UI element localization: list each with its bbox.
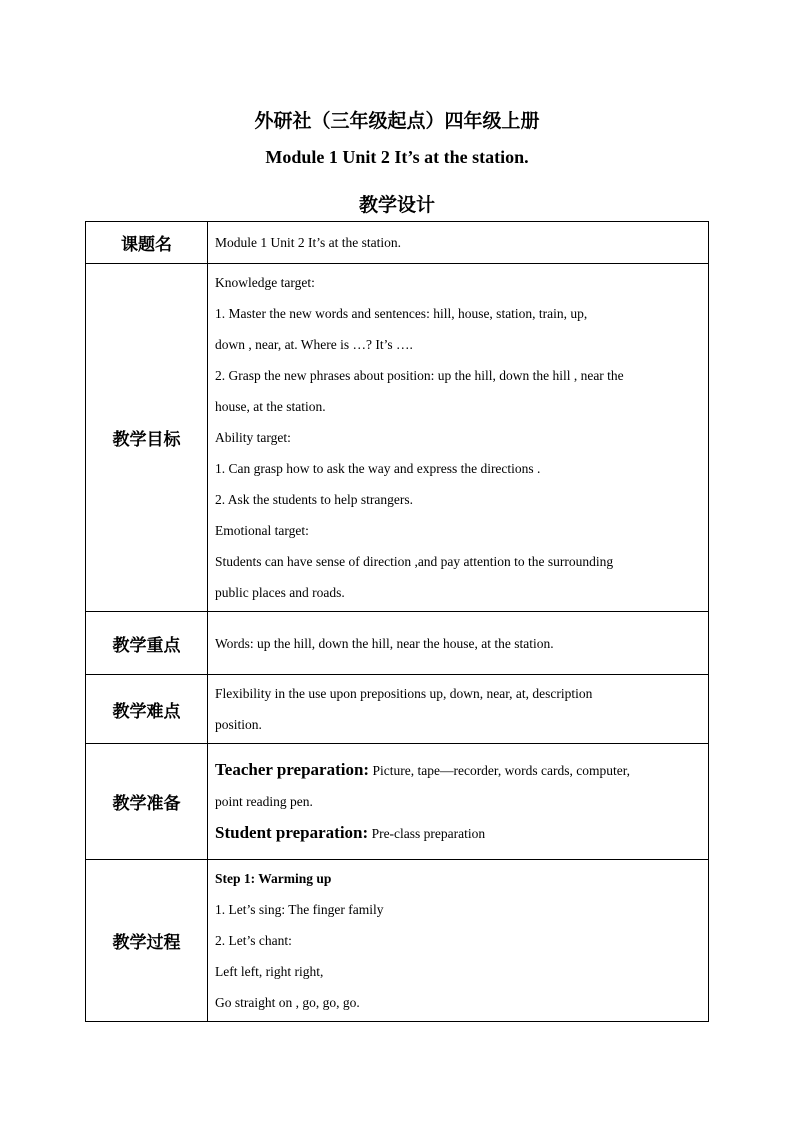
topic-label: 课题名 [86,222,208,264]
objectives-line: 1. Master the new words and sentences: hill, house, station, train, up, [215,306,588,321]
row-topic [86,222,709,264]
lesson-plan-table [85,221,709,1022]
teacher-preparation [215,754,700,786]
key-points-label: 教学重点 [86,612,208,675]
objectives-line: house, at the station. [215,399,326,414]
objectives-content [208,264,709,612]
preparation-content [208,744,709,860]
process-label: 教学过程 [86,860,208,1022]
process-line: Left left, right right, [215,964,324,979]
topic-value [208,222,709,264]
objectives-line: down , near, at. Where is …? It’s …. [215,337,413,352]
step-title: Step 1: Warming up [215,871,332,886]
process-content [208,860,709,1022]
student-preparation-text: Pre-class preparation [368,826,486,841]
module-title: Module 1 Unit 2 It’s at the station. [265,147,529,167]
objectives-line: Knowledge target: [215,275,315,290]
objectives-line: public places and roads. [215,585,345,600]
process-line: 1. Let’s sing: The finger family [215,902,384,917]
teacher-preparation-cont: point reading pen. [215,794,313,809]
row-process [86,860,709,1022]
process-line: Go straight on , go, go, go. [215,995,360,1010]
difficulties-content [208,675,709,744]
objectives-line: Emotional target: [215,523,309,538]
student-preparation-label: Student preparation: [215,823,369,842]
row-key-points [86,612,709,675]
key-points-content [208,612,709,675]
objectives-line: 1. Can grasp how to ask the way and express the directions . [215,461,541,476]
publisher-title: 外研社（三年级起点）四年级上册 [254,110,540,132]
topic-text: Module 1 Unit 2 It’s at the station. [215,235,401,250]
row-difficulties [86,675,709,744]
row-preparation [86,744,709,860]
teacher-preparation-text: Picture, tape—recorder, words cards, computer, [369,763,631,778]
preparation-label: 教学准备 [86,744,208,860]
student-preparation [215,817,700,849]
objectives-label: 教学目标 [86,264,208,612]
row-objectives [86,264,709,612]
objectives-line: Students can have sense of direction ,and pay attention to the surrounding [215,554,614,569]
key-points-text: Words: up the hill, down the hill, near the house, at the station. [215,635,554,651]
teacher-preparation-label: Teacher preparation: [215,760,370,779]
difficulties-line: position. [215,717,262,732]
difficulties-line: Flexibility in the use upon prepositions up, down, near, at, description [215,686,593,701]
objectives-line: 2. Ask the students to help strangers. [215,492,413,507]
difficulties-label: 教学难点 [86,675,208,744]
objectives-line: Ability target: [215,430,291,445]
objectives-line: 2. Grasp the new phrases about position: up the hill, down the hill , near the [215,368,624,383]
document-title: 教学设计 [358,194,435,216]
process-line: 2. Let’s chant: [215,933,292,948]
